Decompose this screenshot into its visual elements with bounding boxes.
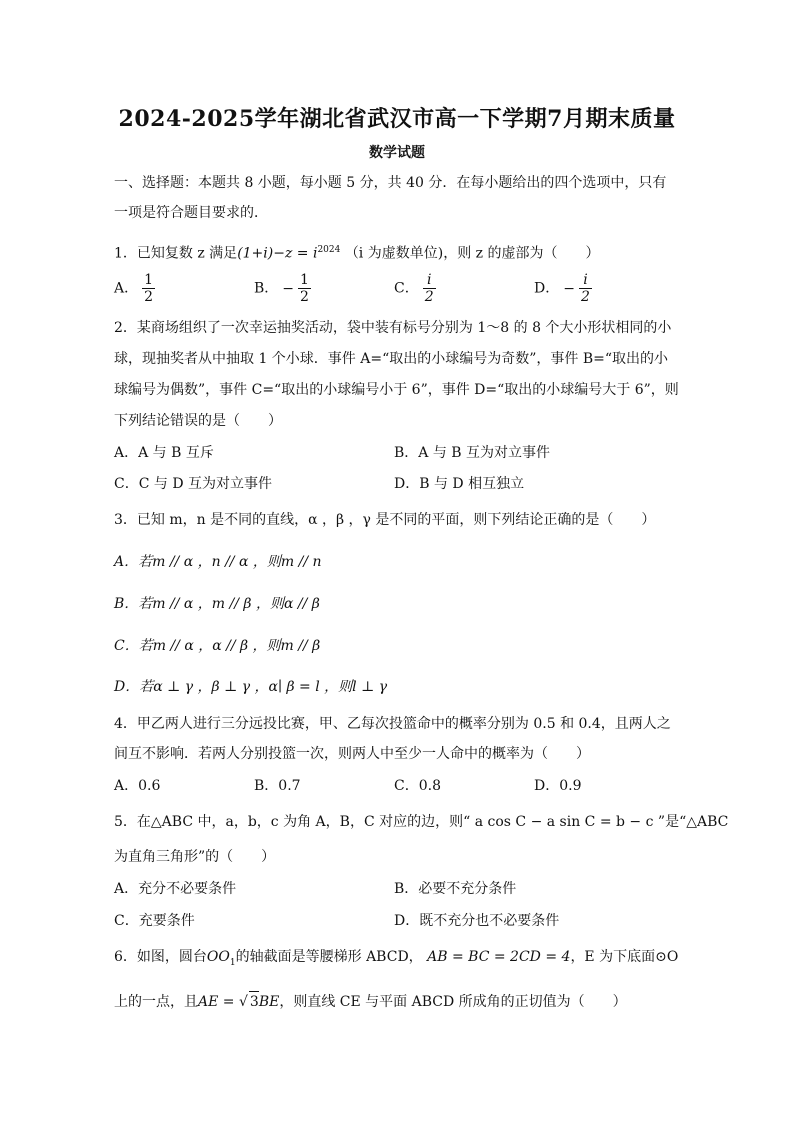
q1-option-d-sign: − xyxy=(563,280,575,297)
q6-line2 xyxy=(114,991,627,1012)
q2-line4: 下列结论错误的是（ ） xyxy=(114,413,282,429)
q1-option-c xyxy=(394,272,436,305)
q1-stem xyxy=(114,240,599,264)
section1-line2: 一项是符合题目要求的． xyxy=(114,205,268,221)
q1-option-a-label: A． xyxy=(114,280,139,297)
q5-line2: 为直角三角形”的（ ） xyxy=(114,849,276,865)
q3-option-c: C．若m // α ，α // β ，则m // β xyxy=(114,638,321,654)
q5-option-c: C．充要条件 xyxy=(114,913,195,929)
q1-option-c-label: C． xyxy=(394,280,419,297)
q6-l2-sqrt: 3 xyxy=(249,991,259,1012)
section1-line1: 一、选择题：本题共 8 小题，每小题 5 分，共 40 分．在每小题给出的四个选项中，只有 xyxy=(114,175,667,191)
q1-option-b-label: B． xyxy=(254,280,279,297)
q1-option-c-frac xyxy=(423,272,436,305)
q5-line1: 5．在△ABC 中，a，b，c 为角 A，B，C 对应的边，则“ a cos C − a sin C = b − c ”是“△ABC xyxy=(114,814,729,830)
q1-option-d xyxy=(534,272,592,305)
q1-option-b-num: 1 xyxy=(300,272,309,288)
q4-option-b: B．0.7 xyxy=(254,778,301,794)
q6-l1-a: 6．如图，圆台 xyxy=(114,949,207,965)
q4-option-d: D．0.9 xyxy=(534,778,582,794)
q6-l1-d: AB = BC = 2CD = 4 xyxy=(427,949,571,965)
q1-expr: (1+i)−z = i xyxy=(237,245,318,262)
q3-option-d: D．若α ⊥ γ ，β ⊥ γ ，α∣ β = l ，则l ⊥ γ xyxy=(114,679,388,695)
q3-option-b: B．若m // α ，m // β ，则α // β xyxy=(114,596,320,612)
q4-option-a: A．0.6 xyxy=(114,778,161,794)
q5-option-d: D．既不充分也不必要条件 xyxy=(394,913,560,929)
q6-l2-d: ，则直线 CE 与平面 ABCD 所成角的正切值为（ ） xyxy=(279,994,627,1010)
q1-option-d-den: 2 xyxy=(580,289,590,305)
q3-stem: 3．已知 m，n 是不同的直线，α ，β ，γ 是不同的平面，则下列结论正确的是（ ） xyxy=(114,512,656,528)
q1-option-a xyxy=(114,272,155,305)
q1-option-a-frac xyxy=(142,272,155,305)
q6-l1-c: 的轴截面是等腰梯形 ABCD， xyxy=(235,949,423,965)
q2-line3: 球编号为偶数”，事件 C=“取出的小球编号小于 6”，事件 D=“取出的小球编号大于 6”，则 xyxy=(114,382,679,398)
q3-option-a: A．若m // α ，n // α ，则m // n xyxy=(114,554,322,570)
q6-l1-e: ，E 为下底面⊙O xyxy=(570,949,679,965)
q2-option-b: B．A 与 B 互为对立事件 xyxy=(394,445,551,461)
q6-l1-sub: 1 xyxy=(229,957,236,968)
q1-option-c-den: 2 xyxy=(424,289,434,305)
page-title: 2024-2025学年湖北省武汉市高一下学期7月期末质量 xyxy=(118,106,676,132)
q1-power: 2024 xyxy=(317,245,341,255)
q1-option-b-frac xyxy=(298,272,311,305)
q6-sqrt-sign: √ xyxy=(238,994,248,1010)
q1-option-b-den: 2 xyxy=(300,289,309,305)
q4-option-c: C．0.8 xyxy=(394,778,441,794)
q2-line1: 2．某商场组织了一次幸运抽奖活动，袋中装有标号分别为 1～8 的 8 个大小形状相同的小 xyxy=(114,320,672,336)
q5-option-a: A．充分不必要条件 xyxy=(114,881,237,897)
q4-line2: 间互不影响．若两人分别投篮一次，则两人中至少一人命中的概率为（ ） xyxy=(114,746,590,762)
q1-suffix: （i 为虚数单位)，则 z 的虚部为（ ） xyxy=(344,245,600,262)
q1-option-d-label: D． xyxy=(534,280,560,297)
q2-line2: 球，现抽奖者从中抽取 1 个小球．事件 A=“取出的小球编号为奇数”，事件 B=“取出的小 xyxy=(114,351,669,367)
q1-option-b xyxy=(254,272,311,305)
q5-option-b: B．必要不充分条件 xyxy=(394,881,517,897)
q2-option-a: A．A 与 B 互斥 xyxy=(114,445,214,461)
q4-line1: 4．甲乙两人进行三分远投比赛，甲、乙每次投篮命中的概率分别为 0.5 和 0.4，且两人之 xyxy=(114,716,671,732)
q1-option-d-num: i xyxy=(579,272,592,289)
q1-option-d-frac xyxy=(579,272,592,305)
q2-option-d: D．B 与 D 相互独立 xyxy=(394,476,525,492)
q1-option-c-num: i xyxy=(423,272,436,289)
q6-l2-a: 上的一点，且 xyxy=(114,994,198,1010)
q6-l1-b: OO xyxy=(206,949,230,965)
q6-l2-c: BE xyxy=(258,994,280,1010)
q2-option-c: C．C 与 D 互为对立事件 xyxy=(114,476,272,492)
q1-option-a-den: 2 xyxy=(144,289,154,305)
q1-prefix: 1．已知复数 z 满足 xyxy=(114,245,238,262)
q1-option-a-num: 1 xyxy=(144,272,154,288)
q6-l2-b: AE = xyxy=(198,994,239,1010)
q1-option-b-sign: − xyxy=(282,280,295,297)
page-subtitle: 数学试题 xyxy=(369,145,425,161)
q6-line1 xyxy=(114,947,678,973)
